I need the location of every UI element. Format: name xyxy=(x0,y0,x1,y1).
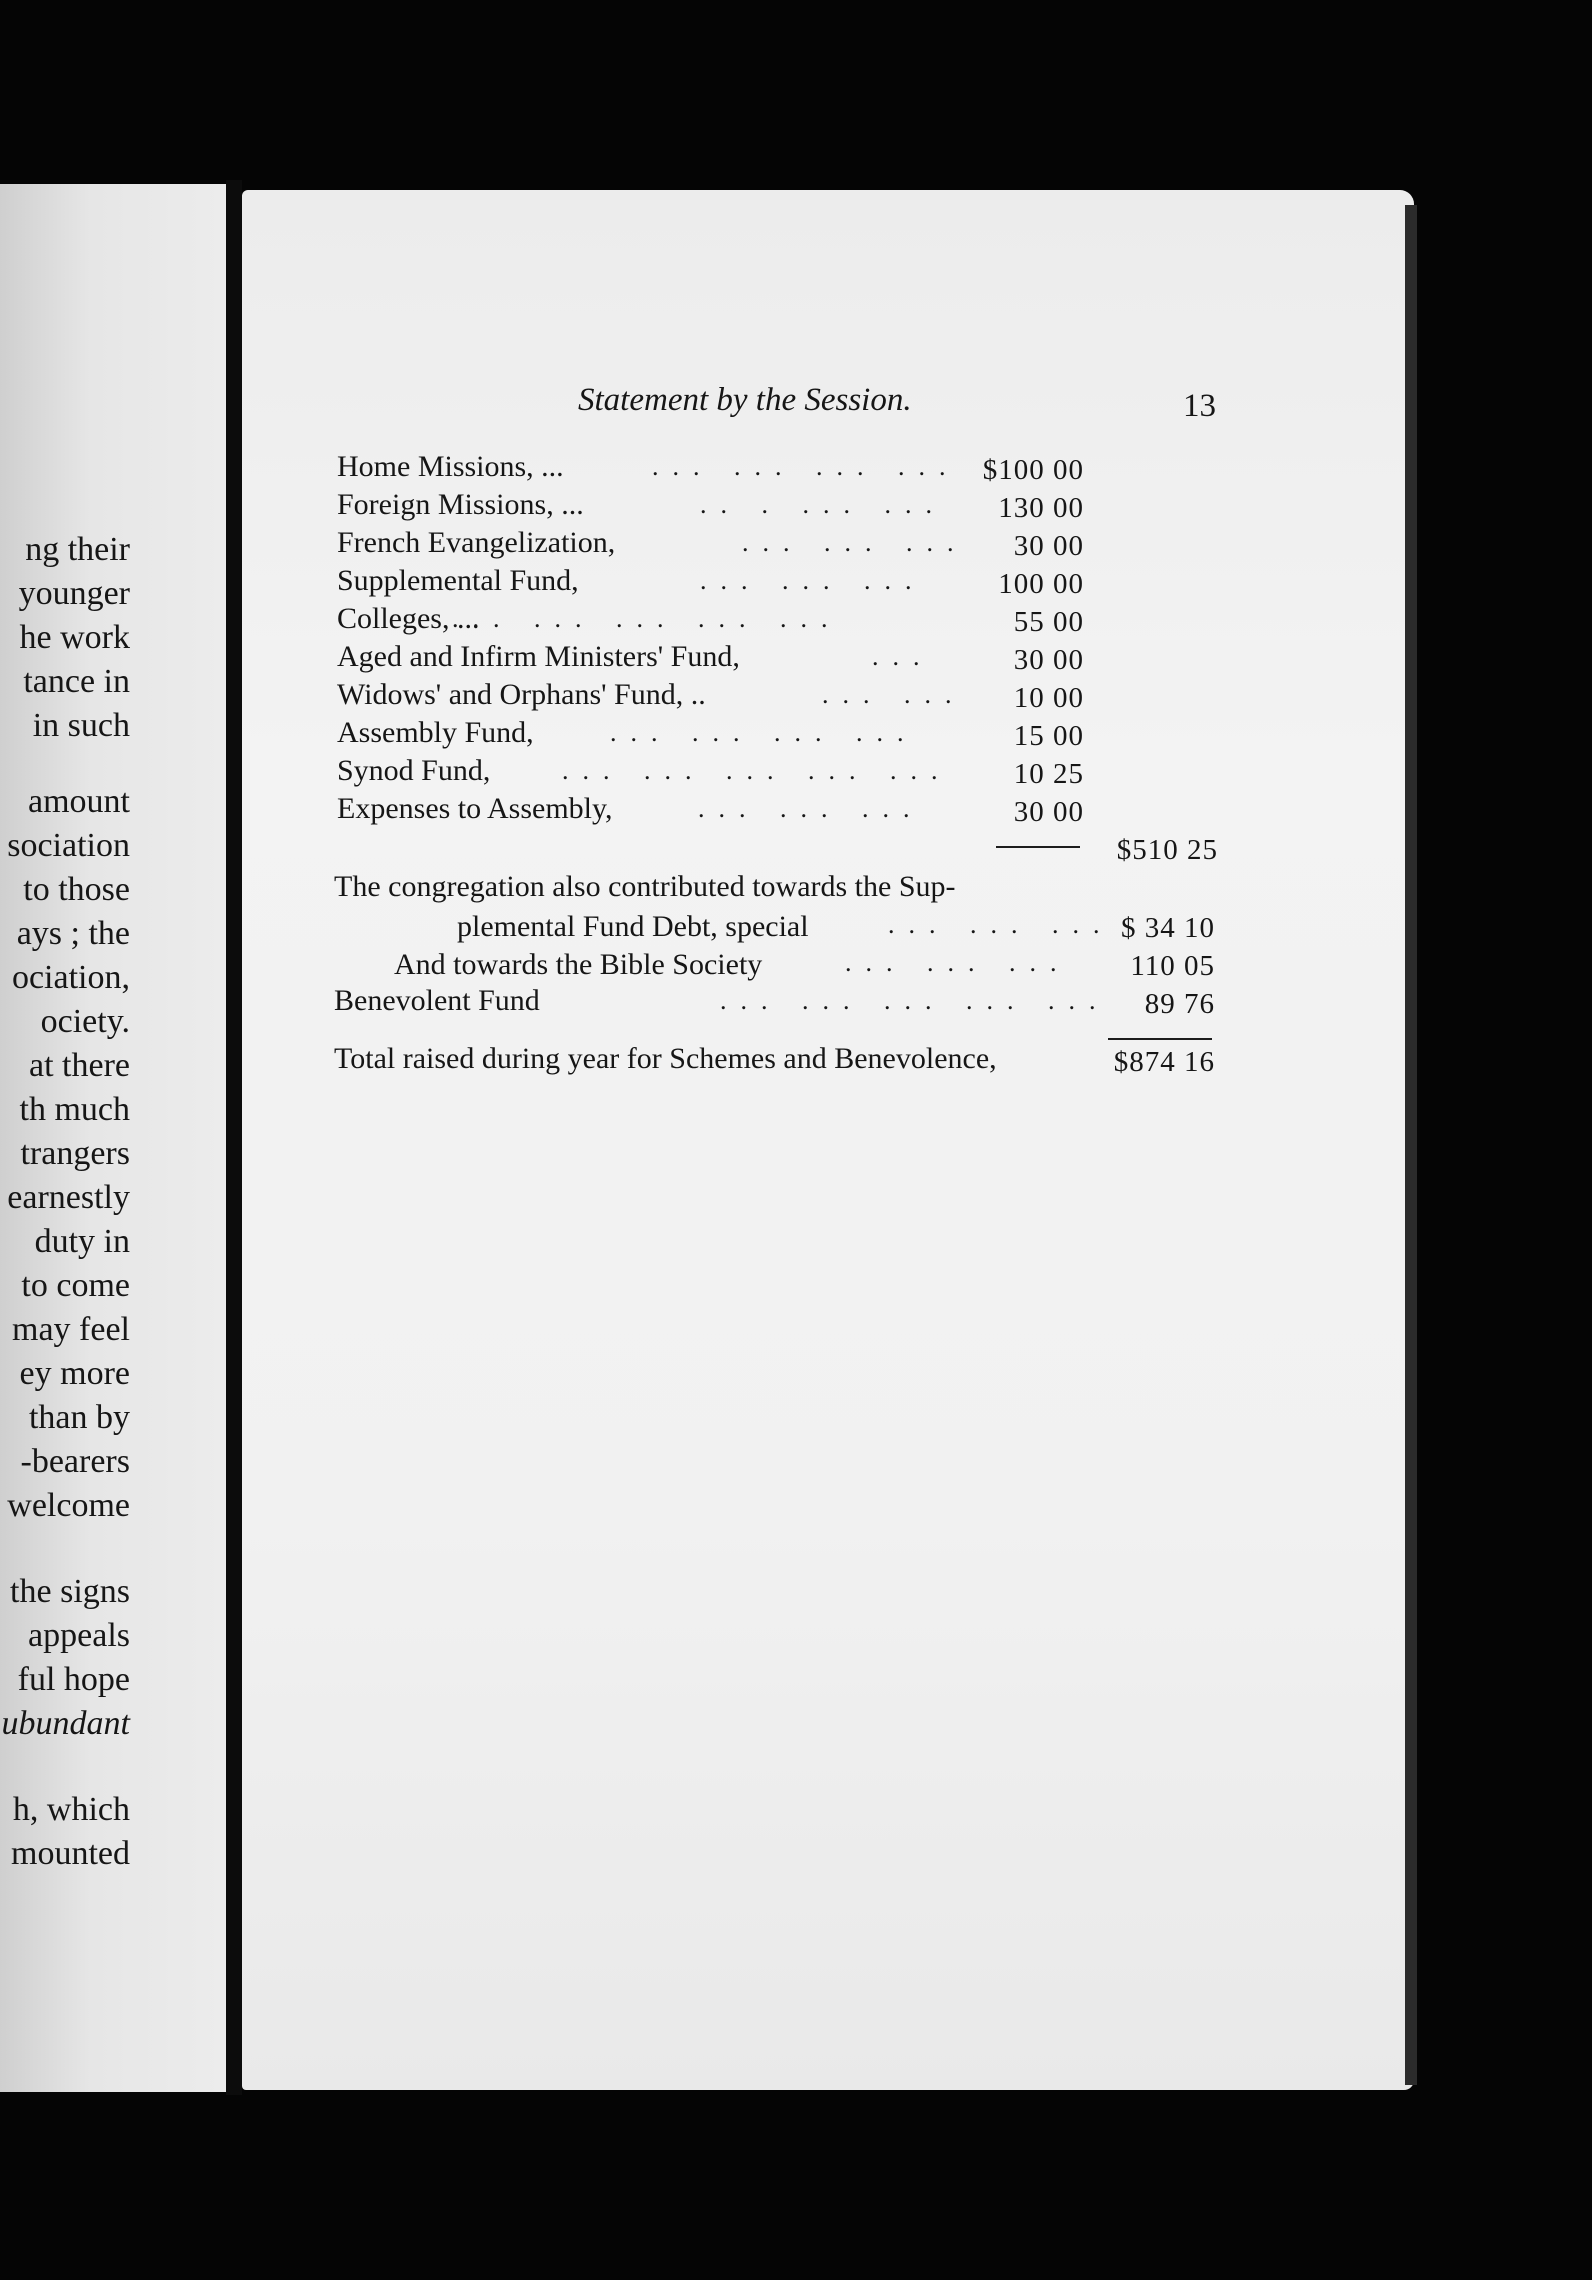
congregation-line-2-dots: ... ... ... xyxy=(888,910,1114,939)
fund-item-leader-dots: ... ... ... ... ... xyxy=(452,604,842,633)
benevolent-fund-dots: ... ... ... ... ... xyxy=(720,986,1110,1015)
special-debt-amount: $ 34 10 xyxy=(1121,912,1215,944)
left-page-line: ociation, xyxy=(11,959,130,996)
fund-item-amount: 10 25 xyxy=(1013,758,1084,790)
fund-item-leader-dots: ... xyxy=(872,642,934,671)
left-page-line: to come xyxy=(21,1267,130,1304)
left-page-line: ng their xyxy=(25,531,130,568)
left-page-line: h, which xyxy=(12,1791,130,1828)
fund-item-leader-dots: ... ... ... ... xyxy=(610,718,918,747)
fund-item-leader-dots: ... ... ... ... xyxy=(652,452,960,481)
left-page-line: ociety. xyxy=(40,1003,130,1040)
left-page-line: amount xyxy=(28,783,130,820)
fund-item-amount: 30 00 xyxy=(1013,796,1084,828)
fund-item-label: Colleges, ... xyxy=(337,602,480,635)
fund-item-label: French Evangelization, xyxy=(337,526,616,559)
congregation-line-2: plemental Fund Debt, special xyxy=(457,910,809,943)
fund-item-label: Synod Fund, xyxy=(337,754,491,787)
fund-item-amount: 100 00 xyxy=(998,568,1084,600)
fund-item-leader-dots: ... ... xyxy=(822,680,966,709)
left-page-line: ays ; the xyxy=(16,915,130,952)
left-page-line: ey more xyxy=(19,1355,130,1392)
left-page-line: ful hope xyxy=(17,1661,130,1698)
left-page-line: tance in xyxy=(23,663,130,700)
left-page-line: appeals xyxy=(28,1617,130,1654)
left-page-line: welcome xyxy=(7,1487,130,1524)
benevolent-fund-label: Benevolent Fund xyxy=(334,984,540,1017)
subtotal-amount: $510 25 xyxy=(1116,834,1218,866)
left-page-line: in such xyxy=(32,707,130,744)
fund-item-amount: 30 00 xyxy=(1013,530,1084,562)
left-page-line: sociation xyxy=(7,827,130,864)
left-page-line: younger xyxy=(18,575,130,612)
fund-item-leader-dots: ... ... ... xyxy=(742,528,968,557)
fund-item-amount: 55 00 xyxy=(1013,606,1084,638)
left-page-line: mounted xyxy=(11,1835,130,1872)
fund-item-amount: 30 00 xyxy=(1013,644,1084,676)
fund-item-leader-dots: ... ... ... xyxy=(700,566,926,595)
total-label: Total raised during year for Schemes and Benevolence, xyxy=(334,1042,997,1075)
left-page-line: he work xyxy=(19,619,130,656)
fund-item-label: Widows' and Orphans' Fund, .. xyxy=(337,678,706,711)
left-page-line: trangers xyxy=(20,1135,130,1172)
congregation-line-1: The congregation also contributed towards the Sup- xyxy=(334,870,956,903)
left-facing-page xyxy=(0,184,226,2092)
fund-item-label: Foreign Missions, ... xyxy=(337,488,584,521)
fund-item-leader-dots: ... ... ... xyxy=(698,794,924,823)
left-page-line: earnestly xyxy=(7,1179,130,1216)
total-amount: $874 16 xyxy=(1113,1046,1215,1078)
fund-item-amount: $100 00 xyxy=(982,454,1084,486)
bible-society-amount: 110 05 xyxy=(1130,950,1215,982)
fund-item-label: Expenses to Assembly, xyxy=(337,792,613,825)
left-page-line: to those xyxy=(23,871,130,908)
fund-item-label: Aged and Infirm Ministers' Fund, xyxy=(337,640,740,673)
left-page-line: at there xyxy=(29,1047,130,1084)
subtotal-rule xyxy=(996,846,1080,848)
left-page-line: th much xyxy=(19,1091,130,1128)
fund-item-label: Supplemental Fund, xyxy=(337,564,579,597)
fund-item-label: Home Missions, ... xyxy=(337,450,564,483)
benevolent-fund-amount: 89 76 xyxy=(1144,988,1215,1020)
fund-item-amount: 10 00 xyxy=(1013,682,1084,714)
fund-item-amount: 130 00 xyxy=(998,492,1084,524)
left-page-line: the signs xyxy=(10,1573,130,1610)
fund-item-label: Assembly Fund, xyxy=(337,716,534,749)
left-page-line: ubundant xyxy=(1,1705,130,1742)
bible-society-dots: ... ... ... xyxy=(845,948,1071,977)
left-page-line: may feel xyxy=(12,1311,130,1348)
fund-item-amount: 15 00 xyxy=(1013,720,1084,752)
left-page-line: than by xyxy=(28,1399,130,1436)
total-rule xyxy=(1108,1038,1212,1040)
left-page-line: -bearers xyxy=(20,1443,130,1480)
left-page-line: duty in xyxy=(34,1223,130,1260)
page-edge-shadow xyxy=(1405,205,1417,2085)
fund-item-leader-dots: ... ... ... ... ... xyxy=(562,756,952,785)
fund-item-leader-dots: .. . ... ... xyxy=(700,490,946,519)
bible-society-label: And towards the Bible Society xyxy=(394,948,763,981)
running-head: Statement by the Session. xyxy=(578,382,912,418)
book-spine xyxy=(226,180,242,2095)
page-number: 13 xyxy=(1183,388,1216,424)
